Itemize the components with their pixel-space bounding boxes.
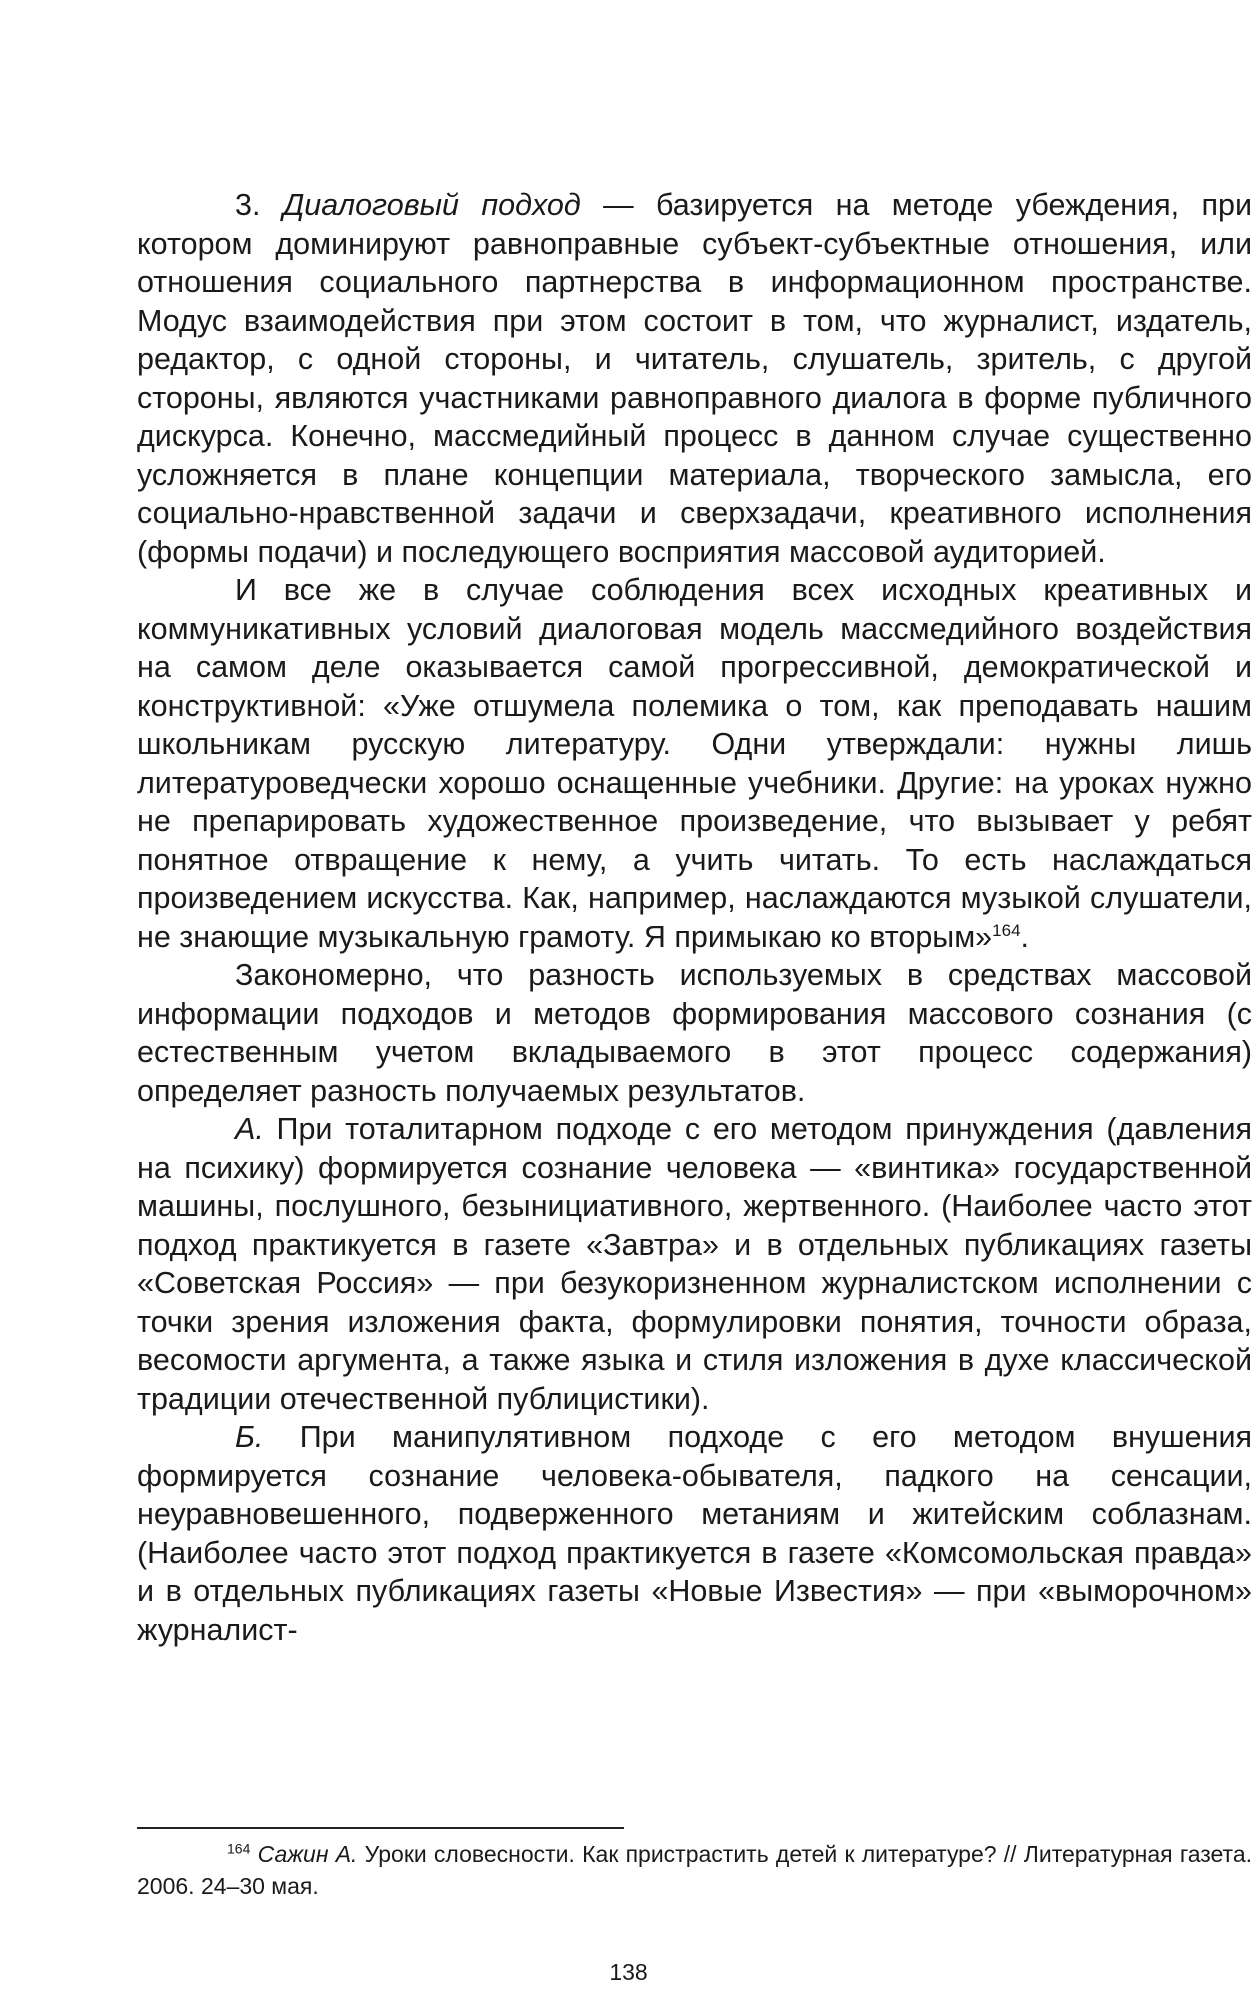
paragraph-body: И все же в случае соблюдения всех исходных креативных и коммуникативных условий диалоговая модель массмедийного воздействия на самом деле оказывается самой прогрессивной, демократической и конструктивной: «Уже отшумела полемика о том, как преподавать нашим школьникам русскую литературу. Одни утверждали: нужны лишь литературоведчески хорошо оснащенные учебники. Другие: на уроках нужно не препарировать художественное произведение, что вызывает у ребят понятное отвращение к нему, а учить читать. То есть наслаждаться произведением искусства. Как, например, наслаждаются музыкой слушатели, не знающие музыкальную грамоту. Я примыкаю ко вторым» — [137, 573, 1252, 954]
paragraph-manipulative — [137, 1418, 1252, 1649]
footnote-text — [137, 1838, 1252, 1902]
paragraph-body: — базируется на методе убеждения, при котором доминируют равноправные субъект-субъектные отношения, или отношения социального партнерства в информационном пространстве. Модус взаимодействия при этом состоит в том, что журналист, издатель, редактор, с одной стороны, и читатель, слушатель, зритель, с другой стороны, являются участниками равноправного диалога в форме публичного дискурса. Конечно, массмедийный процесс в данном случае существенно усложняется в плане концепции материала, творческого замысла, его социально-нравственной задачи и сверхзадачи, креативного исполнения (формы подачи) и последующего восприятия массовой аудиторией. — [137, 188, 1252, 569]
term-dialog-approach: Диалоговый подход — [282, 188, 581, 222]
list-marker-a: А. — [235, 1112, 264, 1146]
paragraph-quote — [137, 571, 1252, 956]
paragraph-number: 3. — [235, 188, 283, 222]
list-marker-b: Б. — [235, 1420, 264, 1454]
paragraph-dialog-approach — [137, 186, 1252, 571]
footnote-divider — [137, 1827, 624, 1829]
paragraph-totalitarian — [137, 1110, 1252, 1418]
paragraph-conclusion — [137, 956, 1252, 1110]
page-number: 138 — [609, 1959, 648, 1985]
paragraph-body: Закономерно, что разность используемых в средствах массовой информации подходов и методов формирования массового сознания (с естественным учетом вкладываемого в этот процесс содержания) определяет разность получаемых результатов. — [137, 958, 1252, 1108]
paragraph-body: При манипулятивном подходе с его методом внушения формируется сознание человека-обывателя, падкого на сенсации, неуравновешенного, подверженного метаниям и житейским соблазнам. (Наиболее часто этот подход практикуется в газете «Комсомольская правда» и в отдельных публикациях газеты «Новые Известия» — при «выморочном» журналист- — [137, 1420, 1252, 1647]
paragraph-body: При тоталитарном подходе с его методом принуждения (давления на психику) формируется сознание человека — «винтика» государственной машины, послушного, безынициативного, жертвенного. (Наиболее часто этот подход практикуется в газете «Завтра» и в отдельных публикациях газеты «Советская Россия» — при безукоризненном журналистском исполнении с точки зрения изложения факта, формулировки понятия, точности образа, весомости аргумента, а также языка и стиля изложения в духе классической традиции отечественной публицистики). — [137, 1112, 1252, 1416]
footnote-reference[interactable]: 164 — [992, 920, 1021, 940]
footnote-author: Сажин А. — [257, 1841, 358, 1867]
main-text — [137, 186, 1252, 1649]
footnote-body: Уроки словесности. Как пристрастить детей к литературе? // Литературная газета. 2006. 24–30 мая. — [137, 1841, 1253, 1899]
footnote — [137, 1838, 1252, 1902]
footnote-number: 164 — [227, 1840, 251, 1857]
paragraph-end: . — [1020, 919, 1030, 954]
